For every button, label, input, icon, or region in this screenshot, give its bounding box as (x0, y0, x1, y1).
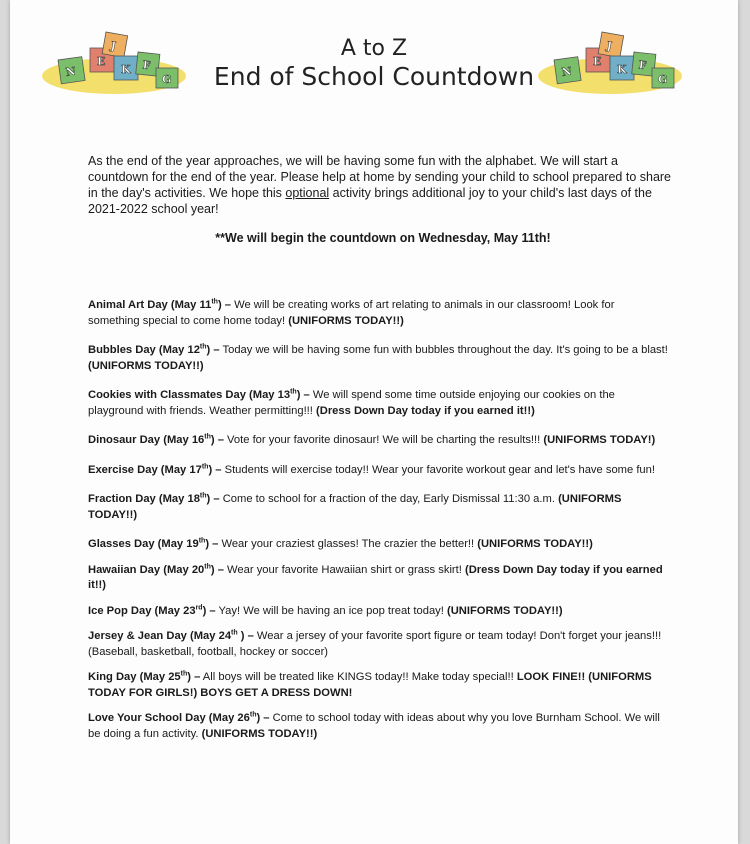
block-letter: F (637, 58, 648, 73)
item-title-text: Hawaiian Day (May 20 (88, 563, 205, 576)
countdown-item-title (88, 538, 218, 550)
item-title-text: Bubbles Day (May 12 (88, 344, 200, 356)
item-title-text: Ice Pop Day (May 23 (88, 604, 196, 617)
intro-text-start: As the end of the year approaches, we will be having some fun with the alphabet. We will start a countdown for the end of the year. Please help at home by sending your child to school prepared to share in the day's activities. We hope this (88, 153, 672, 200)
block-letter: N (64, 64, 77, 79)
countdown-item-uniform-note: (UNIFORMS TODAY!!) (88, 359, 204, 372)
item-title-close: ) – (210, 563, 224, 576)
countdown-item (88, 537, 668, 553)
countdown-start-note: **We will begin the countdown on Wednesday, May 11th! (215, 231, 551, 245)
block-letter: J (109, 39, 117, 53)
countdown-item-description: We will be creating works of art relating to animals in our classroom! Look for something special to come home today! (88, 299, 615, 327)
alphabet-blocks-illustration-left (40, 26, 188, 106)
header (10, 0, 738, 120)
countdown-item-uniform-note: (UNIFORMS TODAY!!) (477, 538, 593, 550)
countdown-item (88, 298, 668, 329)
date-ordinal-suffix: th (204, 433, 211, 441)
countdown-item-uniform-note: (Dress Down Day today if you earned it!!) (88, 563, 663, 591)
countdown-day-list (88, 298, 668, 742)
title-line-2: End of School Countdown (213, 62, 535, 91)
item-title-text: Exercise Day (May 17 (88, 463, 202, 476)
date-ordinal-suffix: th (199, 492, 207, 500)
title-line-1: A to Z (340, 36, 408, 61)
date-ordinal-suffix: rd (195, 603, 203, 611)
item-title-close: ) – (296, 389, 310, 401)
date-ordinal-suffix: th (211, 298, 218, 306)
item-title-close: ) – (210, 434, 224, 446)
countdown-item-title (88, 299, 231, 311)
block-letter: N (560, 64, 573, 79)
item-title-close: ) – (217, 299, 231, 311)
block-letter: G (162, 73, 172, 86)
date-ordinal-suffix: th (198, 537, 206, 545)
block-letter: K (617, 63, 627, 76)
date-ordinal-suffix: th (180, 670, 188, 678)
item-title-text: Fraction Day (May 18 (88, 493, 200, 505)
countdown-item-description: We will spend some time outside enjoying our cookies on the playground with friends. Weather permitting!!! (88, 389, 615, 417)
countdown-item-title (88, 493, 220, 505)
block-letter: K (121, 63, 131, 76)
countdown-item-description: Today we will be having some fun with bubbles throughout the day. It's going to be a blast! (219, 344, 668, 356)
countdown-item-description: Come to school for a fraction of the day, Early Dismissal 11:30 a.m. (219, 493, 559, 505)
countdown-item-description: All boys will be treated like KINGS today!! Make today special!! (200, 671, 517, 683)
intro-text-end: activity brings additional joy to your child's last days of the 2021-2022 school year! (88, 185, 652, 216)
countdown-item-title (88, 712, 270, 724)
item-title-text: King Day (May 25 (88, 671, 181, 683)
document-page (10, 0, 738, 844)
date-ordinal-suffix: th (290, 388, 297, 396)
countdown-item-uniform-note: (Dress Down Day today if you earned it!!) (316, 404, 535, 417)
item-title-close: ) – (202, 604, 216, 617)
countdown-item-title (88, 464, 222, 476)
countdown-item-uniform-note: (UNIFORMS TODAY!!) (288, 314, 404, 327)
date-ordinal-suffix: th (231, 629, 238, 637)
countdown-item-description: Students will exercise today!! Wear your favorite workout gear and let's have some fun! (221, 463, 655, 476)
countdown-item-title (88, 630, 254, 642)
countdown-item (88, 388, 668, 419)
countdown-item-title (88, 434, 224, 446)
countdown-item-title (88, 605, 216, 617)
item-title-close: ) – (208, 463, 222, 476)
item-title-close: ) – (206, 493, 220, 505)
countdown-item-description: Come to school today with ideas about why you love Burnham School. We will be doing a fun activity. (88, 712, 660, 740)
countdown-item (88, 604, 668, 620)
block-letter: E (593, 55, 602, 68)
countdown-item-uniform-note: (UNIFORMS TODAY!) (543, 434, 656, 446)
item-title-close: ) – (205, 538, 219, 550)
block-letter: F (141, 58, 152, 73)
countdown-item-title (88, 389, 310, 401)
countdown-item-title (88, 671, 200, 683)
countdown-item (88, 563, 668, 594)
item-title-text: Animal Art Day (May 11 (88, 299, 212, 311)
date-ordinal-suffix: th (204, 562, 211, 570)
countdown-item (88, 670, 668, 701)
page-title (200, 36, 548, 92)
countdown-item (88, 492, 668, 523)
countdown-item (88, 343, 668, 374)
countdown-item (88, 629, 668, 660)
countdown-item-description: Wear a jersey of your favorite sport figure or team today! Don't forget your jeans!!! (Baseball, basketball, football, hockey or soccer) (88, 630, 662, 658)
countdown-item-uniform-note: (UNIFORMS TODAY!!) (201, 727, 318, 740)
item-title-text: Jersey & Jean Day (May 24 (88, 630, 232, 642)
countdown-item-uniform-note: LOOK FINE!! (UNIFORMS TODAY FOR GIRLS!) BOYS GET A DRESS DOWN! (88, 671, 652, 699)
block-letter: G (658, 73, 668, 86)
item-title-text: Dinosaur Day (May 16 (88, 434, 205, 446)
item-title-close: ) – (256, 712, 270, 724)
intro-underlined-word: optional (285, 185, 330, 200)
intro-paragraph (88, 153, 678, 217)
countdown-item-description: Wear your favorite Hawaiian shirt or grass skirt! (223, 563, 465, 576)
item-title-close: ) – (187, 671, 201, 683)
countdown-item-description: Vote for your favorite dinosaur! We will be charting the results!!! (223, 434, 544, 446)
date-ordinal-suffix: th (249, 711, 257, 719)
countdown-item (88, 711, 668, 742)
alphabet-blocks-illustration-right (536, 26, 684, 106)
item-title-text: Love Your School Day (May 26 (88, 712, 250, 724)
item-title-close: ) – (206, 344, 220, 356)
countdown-item-uniform-note: (UNIFORMS TODAY!!) (88, 493, 622, 521)
item-title-text: Cookies with Classmates Day (May 13 (88, 389, 291, 401)
countdown-item-uniform-note: (UNIFORMS TODAY!!) (446, 604, 563, 617)
block-letter: J (605, 39, 613, 53)
item-title-text: Glasses Day (May 19 (88, 538, 199, 550)
countdown-item-description: Yay! We will be having an ice pop treat today! (215, 604, 447, 617)
countdown-item-title (88, 344, 220, 356)
countdown-item (88, 463, 668, 479)
countdown-item-title (88, 564, 224, 576)
countdown-item (88, 433, 668, 449)
date-ordinal-suffix: th (199, 343, 207, 351)
block-letter: E (97, 55, 106, 68)
countdown-item-description: Wear your craziest glasses! The crazier the better!! (218, 538, 478, 550)
item-title-close: ) – (237, 630, 254, 642)
date-ordinal-suffix: th (201, 462, 209, 470)
